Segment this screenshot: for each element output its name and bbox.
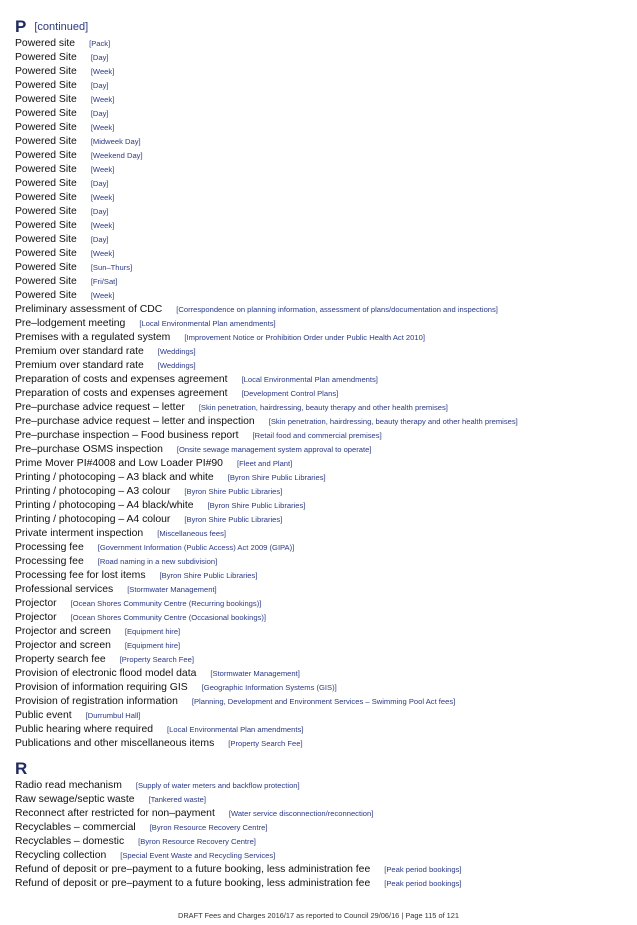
entry-name: Powered Site xyxy=(15,122,77,133)
index-entry xyxy=(15,219,627,233)
entry-category: [Skin penetration, hairdressing, beauty therapy and other health premises] xyxy=(198,403,448,412)
entry-category: [Road naming in a new subdivision] xyxy=(97,557,218,566)
entry-name: Provision of registration information xyxy=(15,696,178,707)
entry-name: Premium over standard rate xyxy=(15,360,144,371)
entry-category: [Pack] xyxy=(89,39,111,48)
index-entry xyxy=(15,569,627,583)
entry-name: Powered Site xyxy=(15,108,77,119)
entry-category: [Weddings] xyxy=(157,347,196,356)
entry-name: Recyclables – commercial xyxy=(15,822,136,833)
section-letter xyxy=(15,17,627,37)
entry-name: Raw sewage/septic waste xyxy=(15,794,135,805)
entry-category: [Week] xyxy=(90,249,115,258)
entry-category: [Week] xyxy=(90,291,115,300)
entry-category: [Local Environmental Plan amendments] xyxy=(167,725,304,734)
entry-name: Provision of electronic flood model data xyxy=(15,668,197,679)
index-entry xyxy=(15,415,627,429)
entry-name: Processing fee xyxy=(15,542,84,553)
index-entry xyxy=(15,177,627,191)
index-entry xyxy=(15,79,627,93)
entry-list xyxy=(15,779,627,891)
entry-category: [Byron Shire Public Libraries] xyxy=(227,473,326,482)
entry-name: Reconnect after restricted for non–payment xyxy=(15,808,215,819)
entry-category: [Supply of water meters and backflow protection] xyxy=(135,781,300,790)
entry-category: [Week] xyxy=(90,165,115,174)
entry-name: Projector and screen xyxy=(15,640,111,651)
index-entry xyxy=(15,723,627,737)
entry-name: Projector and screen xyxy=(15,626,111,637)
entry-category: [Week] xyxy=(90,123,115,132)
entry-name: Recycling collection xyxy=(15,850,107,861)
entry-name: Pre–purchase OSMS inspection xyxy=(15,444,163,455)
index-entry xyxy=(15,877,627,891)
entry-name: Professional services xyxy=(15,584,114,595)
entry-name: Property search fee xyxy=(15,654,106,665)
index-entry xyxy=(15,471,627,485)
entry-name: Printing / photocoping – A4 black/white xyxy=(15,500,194,511)
index-entry xyxy=(15,527,627,541)
entry-category: [Byron Shire Public Libraries] xyxy=(207,501,306,510)
entry-category: [Local Environmental Plan amendments] xyxy=(241,375,378,384)
index-entry xyxy=(15,51,627,65)
index-entry xyxy=(15,387,627,401)
entry-category: [Peak period bookings] xyxy=(384,865,462,874)
entry-category: [Ocean Shores Community Centre (Occasional bookings)] xyxy=(70,613,266,622)
index-entry xyxy=(15,163,627,177)
entry-category: [Correspondence on planning information, assessment of plans/documentation and inspections] xyxy=(176,305,498,314)
entry-category: [Byron Shire Public Libraries] xyxy=(184,515,283,524)
entry-name: Powered Site xyxy=(15,52,77,63)
entry-category: [Day] xyxy=(90,235,109,244)
entry-list xyxy=(15,37,627,751)
entry-category: [Byron Resource Recovery Centre] xyxy=(138,837,256,846)
entry-category: [Fri/Sat] xyxy=(90,277,118,286)
entry-category: [Day] xyxy=(90,81,109,90)
index-entry xyxy=(15,373,627,387)
entry-category: [Durrumbul Hall] xyxy=(85,711,141,720)
index-entry xyxy=(15,863,627,877)
entry-name: Premium over standard rate xyxy=(15,346,144,357)
entry-name: Powered Site xyxy=(15,248,77,259)
entry-name: Powered Site xyxy=(15,276,77,287)
index-entry xyxy=(15,793,627,807)
entry-name: Powered Site xyxy=(15,262,77,273)
index-entry xyxy=(15,289,627,303)
entry-category: [Day] xyxy=(90,53,109,62)
index-entry xyxy=(15,331,627,345)
entry-name: Powered site xyxy=(15,38,76,49)
index-entry xyxy=(15,555,627,569)
entry-name: Printing / photocoping – A4 colour xyxy=(15,514,171,525)
entry-name: Pre–purchase advice request – letter and inspection xyxy=(15,416,255,427)
entry-name: Powered Site xyxy=(15,136,77,147)
entry-name: Printing / photocoping – A3 black and white xyxy=(15,472,214,483)
index-entry xyxy=(15,457,627,471)
entry-category: [Day] xyxy=(90,207,109,216)
index-entry xyxy=(15,737,627,751)
index-entry xyxy=(15,429,627,443)
entry-category: [Fleet and Plant] xyxy=(236,459,293,468)
entry-name: Projector xyxy=(15,612,57,623)
index-entry xyxy=(15,191,627,205)
entry-name: Pre–purchase inspection – Food business report xyxy=(15,430,239,441)
entry-name: Powered Site xyxy=(15,206,77,217)
entry-category: [Geographic Information Systems (GIS)] xyxy=(201,683,337,692)
index-entry xyxy=(15,37,627,51)
index-entry xyxy=(15,625,627,639)
entry-name: Preliminary assessment of CDC xyxy=(15,304,163,315)
entry-category: [Weddings] xyxy=(157,361,196,370)
index-entry xyxy=(15,233,627,247)
entry-category: [Week] xyxy=(90,221,115,230)
entry-name: Powered Site xyxy=(15,150,77,161)
entry-category: [Development Control Plans] xyxy=(241,389,339,398)
entry-category: [Onsite sewage management system approval to operate] xyxy=(176,445,372,454)
index-entry xyxy=(15,205,627,219)
section-p xyxy=(15,17,627,751)
entry-category: [Equipment hire] xyxy=(124,627,181,636)
index-entry xyxy=(15,779,627,793)
entry-category: [Ocean Shores Community Centre (Recurring bookings)] xyxy=(70,599,262,608)
entry-category: [Midweek Day] xyxy=(90,137,141,146)
index-entry xyxy=(15,345,627,359)
entry-category: [Week] xyxy=(90,193,115,202)
entry-name: Powered Site xyxy=(15,290,77,301)
index-entry xyxy=(15,65,627,79)
entry-name: Powered Site xyxy=(15,178,77,189)
index-entry xyxy=(15,695,627,709)
entry-name: Pre–purchase advice request – letter xyxy=(15,402,185,413)
index-entry xyxy=(15,247,627,261)
entry-name: Processing fee for lost items xyxy=(15,570,146,581)
index-entry xyxy=(15,121,627,135)
entry-name: Powered Site xyxy=(15,220,77,231)
entry-category: [Day] xyxy=(90,179,109,188)
index-entry xyxy=(15,639,627,653)
entry-category: [Skin penetration, hairdressing, beauty therapy and other health premises] xyxy=(268,417,518,426)
entry-category: [Tankered waste] xyxy=(148,795,206,804)
entry-category: [Week] xyxy=(90,95,115,104)
entry-category: [Day] xyxy=(90,109,109,118)
entry-category: [Equipment hire] xyxy=(124,641,181,650)
index-entry xyxy=(15,261,627,275)
index-entry xyxy=(15,303,627,317)
entry-name: Prime Mover PI#4008 and Low Loader PI#90 xyxy=(15,458,223,469)
index-entry xyxy=(15,401,627,415)
entry-name: Public hearing where required xyxy=(15,724,154,735)
index-entry xyxy=(15,107,627,121)
section-letter xyxy=(15,759,627,779)
index-entry xyxy=(15,443,627,457)
index-entry xyxy=(15,359,627,373)
entry-category: [Week] xyxy=(90,67,115,76)
page-footer: DRAFT Fees and Charges 2016/17 as reported to Council 29/06/16 | Page 115 of 121 xyxy=(177,911,460,920)
entry-category: [Improvement Notice or Prohibition Order under Public Health Act 2010] xyxy=(184,333,425,342)
entry-category: [Government Information (Public Access) Act 2009 (GIPA)] xyxy=(97,543,295,552)
index-entry xyxy=(15,709,627,723)
index-entry xyxy=(15,681,627,695)
entry-name: Processing fee xyxy=(15,556,84,567)
index-entry xyxy=(15,597,627,611)
entry-category: [Byron Shire Public Libraries] xyxy=(159,571,258,580)
entry-category: [Weekend Day] xyxy=(90,151,143,160)
index-entry xyxy=(15,317,627,331)
index-entry xyxy=(15,835,627,849)
entry-category: [Stormwater Management] xyxy=(127,585,217,594)
entry-category: [Peak period bookings] xyxy=(384,879,462,888)
entry-name: Preparation of costs and expenses agreement xyxy=(15,374,228,385)
entry-name: Powered Site xyxy=(15,234,77,245)
index-entry xyxy=(15,821,627,835)
index-entry xyxy=(15,807,627,821)
entry-name: Refund of deposit or pre–payment to a future booking, less administration fee xyxy=(15,864,371,875)
entry-name: Powered Site xyxy=(15,164,77,175)
entry-name: Preparation of costs and expenses agreement xyxy=(15,388,228,399)
entry-name: Public event xyxy=(15,710,72,721)
index-entry xyxy=(15,149,627,163)
entry-category: [Water service disconnection/reconnection] xyxy=(228,809,374,818)
entry-name: Recyclables – domestic xyxy=(15,836,125,847)
index-entry xyxy=(15,135,627,149)
continued-label: [continued] xyxy=(34,21,89,33)
entry-category: [Property Search Fee] xyxy=(119,655,194,664)
index-entry xyxy=(15,541,627,555)
entry-category: [Miscellaneous fees] xyxy=(157,529,227,538)
entry-name: Refund of deposit or pre–payment to a future booking, less administration fee xyxy=(15,878,371,889)
entry-name: Provision of information requiring GIS xyxy=(15,682,188,693)
entry-category: [Byron Shire Public Libraries] xyxy=(184,487,283,496)
entry-name: Publications and other miscellaneous items xyxy=(15,738,215,749)
entry-name: Powered Site xyxy=(15,66,77,77)
entry-name: Pre–lodgement meeting xyxy=(15,318,126,329)
entry-category: [Retail food and commercial premises] xyxy=(252,431,382,440)
entry-category: [Special Event Waste and Recycling Services] xyxy=(120,851,276,860)
entry-category: [Byron Resource Recovery Centre] xyxy=(149,823,268,832)
index-entry xyxy=(15,849,627,863)
section-letter-text: R xyxy=(15,759,28,778)
entry-category: [Stormwater Management] xyxy=(210,669,300,678)
entry-name: Radio read mechanism xyxy=(15,780,122,791)
entry-name: Private interment inspection xyxy=(15,528,144,539)
entry-category: [Property Search Fee] xyxy=(228,739,303,748)
entry-category: [Sun–Thurs] xyxy=(90,263,133,272)
entry-name: Printing / photocoping – A3 colour xyxy=(15,486,171,497)
index-entry xyxy=(15,93,627,107)
entry-name: Powered Site xyxy=(15,80,77,91)
index-page xyxy=(15,17,627,891)
entry-name: Powered Site xyxy=(15,192,77,203)
index-entry xyxy=(15,499,627,513)
index-entry xyxy=(15,513,627,527)
entry-category: [Planning, Development and Environment Services – Swimming Pool Act fees] xyxy=(191,697,456,706)
entry-name: Powered Site xyxy=(15,94,77,105)
entry-name: Premises with a regulated system xyxy=(15,332,171,343)
index-entry xyxy=(15,583,627,597)
index-entry xyxy=(15,611,627,625)
entry-category: [Local Environmental Plan amendments] xyxy=(139,319,276,328)
index-entry xyxy=(15,667,627,681)
entry-name: Projector xyxy=(15,598,57,609)
index-entry xyxy=(15,653,627,667)
index-entry xyxy=(15,485,627,499)
section-r xyxy=(15,759,627,891)
index-entry xyxy=(15,275,627,289)
section-letter-text: P xyxy=(15,17,27,36)
